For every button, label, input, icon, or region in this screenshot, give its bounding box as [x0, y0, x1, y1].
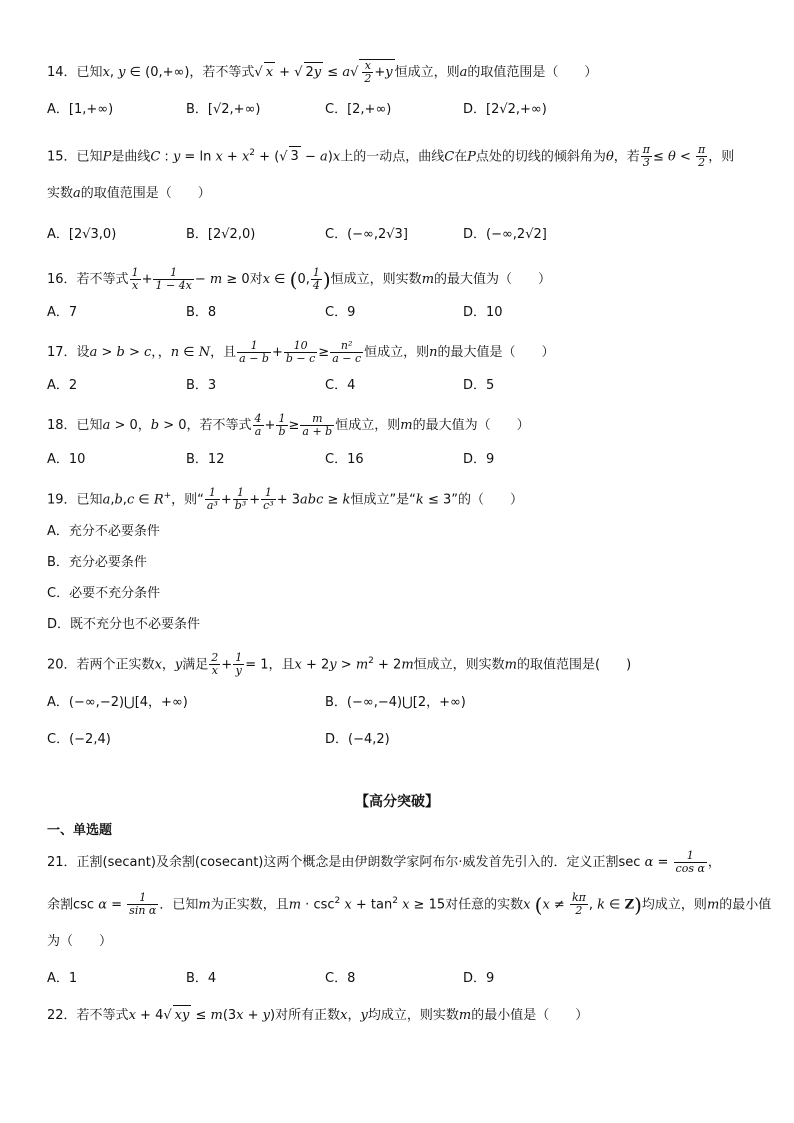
question-18-stem: 18．已知a > 0，b > 0，若不等式 $\frac{4}{a}$ + $\frac{1}{b}$ ≥ $\frac{m}{a + b}$ 恒成立，则m的最大值为（ ）	[47, 412, 530, 438]
q17-option-c[interactable]: C．4	[325, 378, 356, 393]
q15-option-b[interactable]: B．[2√2,0)	[186, 227, 256, 242]
question-number: 19．	[47, 492, 77, 508]
question-number: 15．	[47, 149, 77, 165]
q16-option-d[interactable]: D．10	[463, 305, 503, 320]
question-19-stem: 19．已知a,b,c ∈ R+，则“ $\frac{1}{\text{a³}}$ + $\frac{1}{\text{b³}}$ + $\frac{1}{\text{c³}}$ + 3abc ≥ k恒成立”是“k ≤ 3”的（ ）	[47, 486, 523, 513]
question-20-stem: 20．若两个正实数x，y满足 $\frac{2}{x}$ + $\frac{1}{y}$ = 1，且$x + 2y > m^2 + 2m$恒成立，则实数m的取值范围是( )	[47, 651, 632, 678]
question-16-stem: 16．若不等式 $\frac{1}{x}$ + $\frac{1}{1 - 4x}$ − m ≥ 0对x ∈ (0, $\frac{1}{4}$ )恒成立，则实数m的最大值为（ ）	[47, 266, 552, 292]
question-21-stem: 21．正割(secant)及余割(cosecant)这两个概念是由伊朗数学家阿布尔·威发首先引入的．定义正割sec α = $\frac{1}{\text{cos α}}$ ，	[47, 849, 721, 875]
q19-option-b[interactable]: B．充分必要条件	[47, 555, 147, 570]
q18-option-c[interactable]: C．16	[325, 452, 364, 467]
question-number: 18．	[47, 418, 77, 433]
question-21-stem-cont: 余割csc α = $\frac{1}{\text{sin α}}$ ．已知m为正实数，且$m \cdot \csc^2 x + \tan^2 x \ge 15$对任意的实数x (x ≠ $\frac{k\pi}{2}$ , k ∈ Z)均成立，则m的最小值	[47, 891, 772, 918]
question-number: 17．	[47, 345, 77, 360]
q14-option-a[interactable]: A．[1,+∞)	[47, 102, 114, 117]
q15-option-c[interactable]: C．(−∞,2√3]	[325, 227, 408, 242]
q17-option-a[interactable]: A．2	[47, 378, 78, 393]
q18-option-d[interactable]: D．9	[463, 452, 495, 467]
q18-option-a[interactable]: A．10	[47, 452, 86, 467]
q21-option-d[interactable]: D．9	[463, 971, 495, 986]
q20-option-c[interactable]: C．(−2,4)	[47, 732, 111, 747]
question-17-stem: 17．设a > b > c，，n ∈ N，且 $\frac{1}{a - b}$ + $\frac{10}{b - c}$ ≥ $\frac{\text{n²}}{a - c}$ 恒成立，则n的最大值是（ ）	[47, 339, 555, 365]
question-15-stem: 15．已知P是曲线C : $y = \ln x + x^2$ + (√ 3 − a)x上的一动点，曲线C在P点处的切线的倾斜角为θ，若 $\frac{\pi}{3}$ ≤ θ < $\frac{\pi}{2}$ ，则	[47, 143, 735, 170]
q21-option-a[interactable]: A．1	[47, 971, 78, 986]
q16-option-a[interactable]: A．7	[47, 305, 78, 320]
q14-option-b[interactable]: B．[√2,+∞)	[186, 102, 261, 117]
q17-option-d[interactable]: D．5	[463, 378, 495, 393]
question-number: 20．	[47, 657, 77, 673]
q19-option-a[interactable]: A．充分不必要条件	[47, 524, 160, 539]
question-number: 14．	[47, 65, 77, 80]
q21-option-b[interactable]: B．4	[186, 971, 217, 986]
q20-option-d[interactable]: D．(−4,2)	[325, 732, 390, 747]
question-number: 16．	[47, 272, 77, 287]
q15-option-a[interactable]: A．[2√3,0)	[47, 227, 117, 242]
q19-option-d[interactable]: D．既不充分也不必要条件	[47, 617, 201, 632]
q17-option-b[interactable]: B．3	[186, 378, 217, 393]
question-21-stem-cont2: 为（ ）	[47, 934, 113, 949]
section-title: 【高分突破】	[355, 794, 439, 810]
section-subtitle: 一、单选题	[47, 823, 113, 838]
q15-option-d[interactable]: D．(−∞,2√2]	[463, 227, 547, 242]
question-14-stem: 14．已知x, y ∈ (0,+∞)，若不等式√ x + √ 2y ≤ a√ $\frac{x}{2}$ +y 恒成立，则a的取值范围是（ ）	[47, 59, 598, 85]
q14-option-c[interactable]: C．[2,+∞)	[325, 102, 392, 117]
question-number: 22．	[47, 1008, 77, 1023]
q21-option-c[interactable]: C．8	[325, 971, 356, 986]
q19-option-c[interactable]: C．必要不充分条件	[47, 586, 161, 601]
q16-option-c[interactable]: C．9	[325, 305, 356, 320]
question-number: 21．	[47, 855, 77, 870]
question-22-stem: 22．若不等式x + 4√ xy ≤ m(3x + y)对所有正数x，y均成立，则实数m的最小值是（ ）	[47, 1005, 588, 1026]
question-15-stem-cont: 实数a的取值范围是（ ）	[47, 186, 211, 201]
q14-option-d[interactable]: D．[2√2,+∞)	[463, 102, 547, 117]
q16-option-b[interactable]: B．8	[186, 305, 217, 320]
q20-option-a[interactable]: A．(−∞,−2)⋃[4，+∞)	[47, 695, 188, 710]
q20-option-b[interactable]: B．(−∞,−4)⋃[2，+∞)	[325, 695, 466, 710]
q18-option-b[interactable]: B．12	[186, 452, 225, 467]
